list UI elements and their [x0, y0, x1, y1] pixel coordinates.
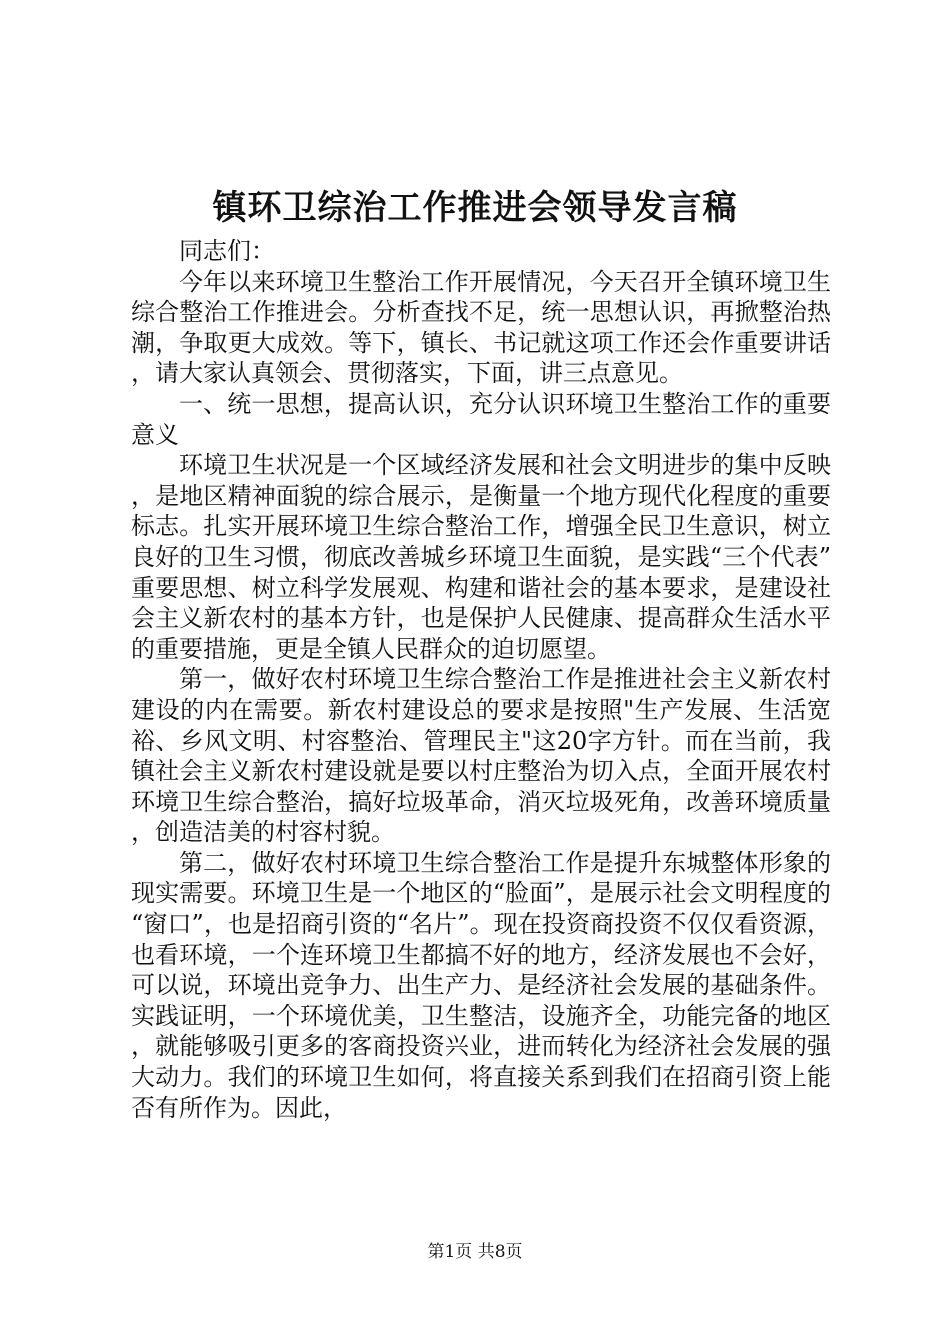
- paragraph-point-1: 第一，做好农村环境卫生综合整治工作是推进社会主义新农村建设的内在需要。新农村建设总的要求是按照"生产发展、生活宽裕、乡风文明、村容整治、管理民主"这20字方针。而在当前，我镇社会主义新农村建设就是要以村庄整治为切入点，全面开展农村环境卫生综合整治，搞好垃圾革命，消灭垃圾死角，改善环境质量，创造洁美的村容村貌。: [131, 665, 831, 847]
- paragraph-intro: 今年以来环境卫生整治工作开展情况，今天召开全镇环境卫生综合整治工作推进会。分析查找不足，统一思想认识，再掀整治热潮，争取更大成效。等下，镇长、书记就这项工作还会作重要讲话，请大家认真领会、贯彻落实，下面，讲三点意见。: [131, 267, 831, 388]
- document-title: 镇环卫综治工作推进会领导发言稿: [212, 188, 738, 228]
- paragraph-body: 环境卫生状况是一个区域经济发展和社会文明进步的集中反映，是地区精神面貌的综合展示，是衡量一个地方现代化程度的重要标志。扎实开展环境卫生综合整治工作，增强全民卫生意识，树立良好的卫生习惯，彻底改善城乡环境卫生面貌，是实践“三个代表”重要思想、树立科学发展观、构建和谐社会的基本要求，是建设社会主义新农村的基本方针，也是保护人民健康、提高群众生活水平的重要措施，更是全镇人民群众的迫切愿望。: [131, 451, 831, 663]
- paragraph-point-2: 第二，做好农村环境卫生综合整治工作是提升东城整体形象的现实需要。环境卫生是一个地区的“脸面”，是展示社会文明程度的“窗口”，也是招商引资的“名片”。现在投资商投资不仅仅看资源，也看环境，一个连环境卫生都搞不好的地方，经济发展也不会好，可以说，环境出竞争力、出生产力、是经济社会发展的基础条件。实践证明，一个环境优美，卫生整洁，设施齐全，功能完备的地区，就能够吸引更多的客商投资兴业，进而转化为经济社会发展的强大动力。我们的环境卫生如何，将直接关系到我们在招商引资上能否有所作为。因此，: [131, 848, 831, 1122]
- document-body: [131, 236, 831, 1123]
- paragraph-heading-1: 一、统一思想，提高认识，充分认识环境卫生整治工作的重要意义: [131, 389, 831, 449]
- paragraph-salutation: 同志们：: [179, 237, 275, 265]
- page-footer: 第1页 共8页: [427, 1242, 523, 1262]
